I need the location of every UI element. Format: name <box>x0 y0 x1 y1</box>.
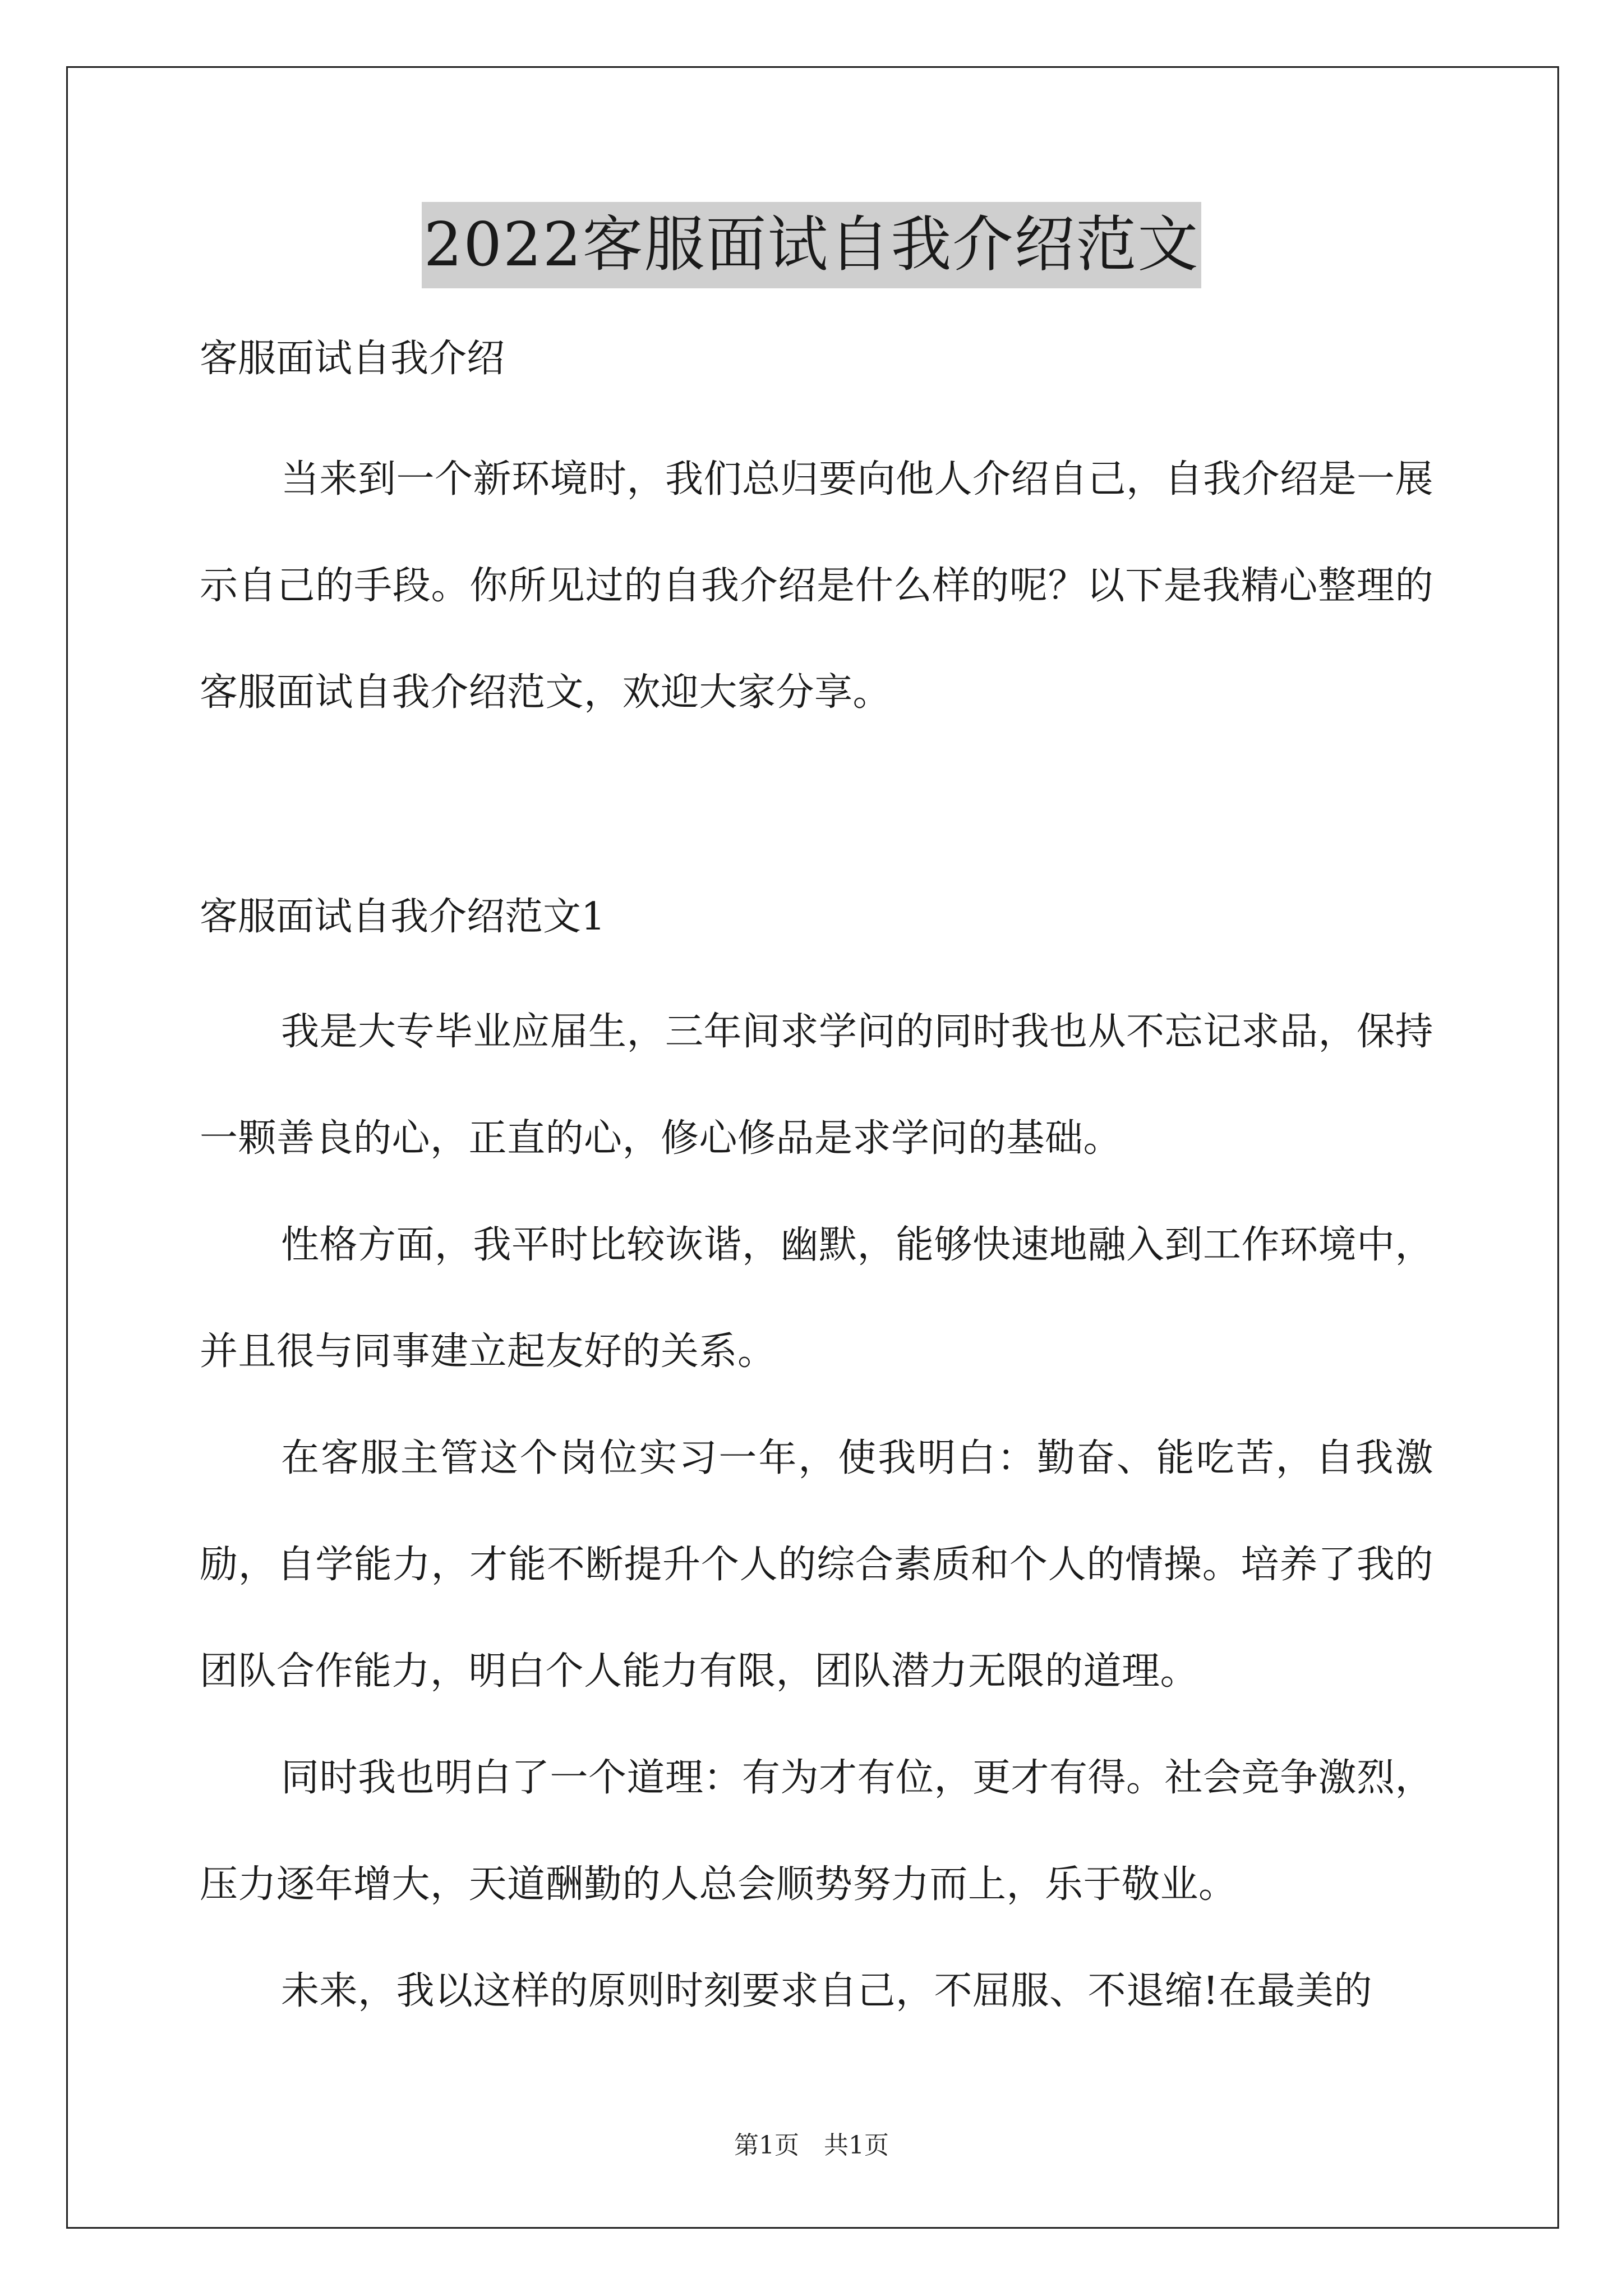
title-wrapper <box>0 202 1623 288</box>
paragraph: 我是大专毕业应届生，三年间求学问的同时我也从不忘记求品，保持一颗善良的心，正直的心，修心修品是求学问的基础。 <box>200 1010 1434 1161</box>
document-body <box>200 331 1433 2045</box>
section-heading: 客服面试自我介绍范文1 <box>200 895 606 939</box>
section-heading: 客服面试自我介绍 <box>200 337 505 381</box>
page-footer: 第1页 共1页 <box>734 2131 889 2160</box>
document-title: 2022客服面试自我介绍范文 <box>422 202 1202 288</box>
paragraph: 性格方面，我平时比较诙谐，幽默，能够快速地融入到工作环境中，并且很与同事建立起友好的关系。 <box>200 1223 1434 1374</box>
paragraph: 当来到一个新环境时，我们总归要向他人介绍自己，自我介绍是一展示自己的手段。你所见过的自我介绍是什么样的呢？以下是我精心整理的客服面试自我介绍范文，欢迎大家分享。 <box>200 457 1434 715</box>
paragraph: 未来，我以这样的原则时刻要求自己，不屈服、不退缩!在最美的 <box>281 1969 1372 2013</box>
paragraph: 同时我也明白了一个道理：有为才有位，更才有得。社会竞争激烈，压力逐年增大，天道酬勤的人总会顺势努力而上，乐于敬业。 <box>200 1756 1434 1907</box>
paragraph: 在客服主管这个岗位实习一年，使我明白：勤奋、能吃苦，自我激励，自学能力，才能不断提升个人的综合素质和个人的情操。培养了我的团队合作能力，明白个人能力有限，团队潜力无限的道理。 <box>200 1436 1433 1694</box>
